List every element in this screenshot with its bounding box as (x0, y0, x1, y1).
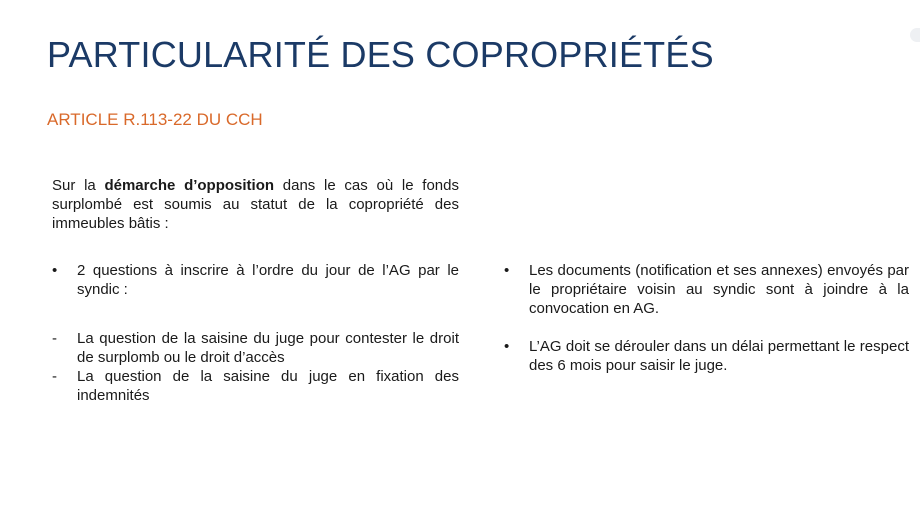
list-item-text: La question de la saisine du juge en fixation des indemnités (77, 368, 459, 404)
dash-marker: - (52, 330, 57, 347)
intro-prefix: Sur la (52, 177, 105, 194)
bullet-marker: • (504, 338, 510, 355)
intro-bold-term: démarche d’opposition (104, 177, 275, 194)
bullet-marker: • (52, 262, 58, 279)
list-item (52, 329, 459, 367)
list-item (504, 337, 909, 375)
left-bullet-list (52, 261, 459, 299)
slide-title: PARTICULARITÉ DES COPROPRIÉTÉS (47, 34, 714, 75)
list-item-text: L’AG doit se dérouler dans un délai permettant le respect des 6 mois pour saisir le juge. (529, 338, 909, 374)
intro-paragraph (52, 176, 459, 233)
list-item-text: La question de la saisine du juge pour contester le droit de surplomb ou le droit d’accès (77, 330, 459, 366)
right-bullet-list (504, 261, 909, 375)
dash-marker: - (52, 368, 57, 385)
list-item (52, 367, 459, 405)
list-item (504, 261, 909, 318)
list-item-text: Les documents (notification et ses annexes) envoyés par le propriétaire voisin au syndic sont à joindre à la convocation en AG. (529, 262, 909, 317)
corner-decoration (910, 28, 920, 42)
intro-suffix: dans le cas où le fonds surplombé est soumis au statut de la copropriété des immeubles bâtis : (52, 177, 459, 232)
list-item (52, 261, 459, 299)
slide-subtitle: ARTICLE R.113-22 DU CCH (47, 110, 263, 129)
left-dash-list (52, 329, 459, 405)
bullet-marker: • (504, 262, 510, 279)
list-item-text: 2 questions à inscrire à l’ordre du jour de l’AG par le syndic : (77, 262, 459, 298)
